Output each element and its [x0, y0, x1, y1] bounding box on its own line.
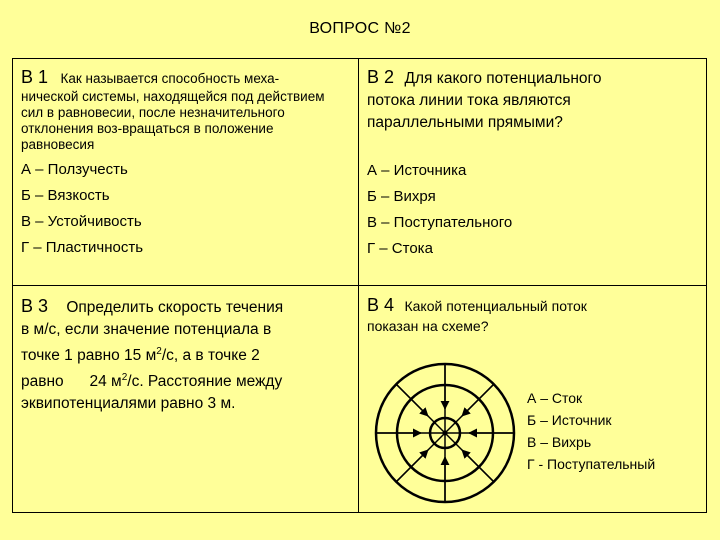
question-table: [12, 58, 707, 513]
question-1-text-first: Как называется способность меха-: [60, 71, 280, 86]
question-4-cell: [367, 295, 702, 334]
question-4-text-first: Какой потенциальный поток: [404, 298, 587, 314]
page-title: ВОПРОС №2: [309, 20, 411, 37]
arrow-head: [462, 384, 494, 416]
arrow-head: [396, 450, 428, 482]
question-1-option[interactable]: Г – Пластичность: [21, 239, 144, 256]
row-divider: [13, 285, 706, 286]
question-2-option[interactable]: Б – Вихря: [367, 188, 436, 205]
question-3-label: В 3: [21, 296, 49, 316]
center-point: [443, 431, 448, 436]
question-3-cell: [21, 295, 356, 415]
question-2-text-first: Для какого потенциального: [404, 70, 602, 87]
question-2-label: В 2: [367, 67, 395, 87]
question-1-options: [21, 157, 351, 261]
arrow-head: [396, 384, 428, 416]
question-2-option[interactable]: А – Источника: [367, 162, 467, 179]
question-2-option[interactable]: В – Поступательного: [367, 214, 513, 231]
flow-diagram: [371, 359, 521, 509]
question-2-options: [367, 158, 697, 262]
question-3-line-2: в м/с, если значение потенциала в: [21, 321, 272, 338]
question-1-option[interactable]: А – Ползучесть: [21, 161, 128, 178]
question-1-cell: [21, 67, 351, 261]
question-2-text: потока линии тока являются параллельными прямыми?: [367, 92, 571, 131]
question-3-text-first: Определить скорость течения: [66, 299, 284, 316]
question-4-option[interactable]: А – Сток: [527, 390, 583, 406]
arrow-head: [462, 450, 494, 482]
question-1-option[interactable]: Б – Вязкость: [21, 187, 110, 204]
question-4-option[interactable]: Б – Источник: [527, 412, 612, 428]
question-4-text-second: показан на схеме?: [367, 318, 489, 334]
question-2-cell: [367, 67, 697, 262]
question-4-label: В 4: [367, 295, 395, 315]
question-4-option[interactable]: В – Вихрь: [527, 434, 592, 450]
question-3-line-3: точке 1 равно 15 $м^2/с$, а в точке 2: [21, 346, 260, 365]
question-2-option[interactable]: Г – Стока: [367, 240, 433, 257]
question-3-line-5: эквипотенциалями равно 3 м.: [21, 395, 236, 413]
question-1-option[interactable]: В – Устойчивость: [21, 213, 142, 230]
question-3-line-4: равно 24 $м^2/с$. Расстояние между: [21, 372, 283, 391]
question-1-label: В 1: [21, 67, 49, 87]
question-1-text: нической системы, находящейся под действием сил в равновесии, после незначительного отклонения воз-вращаться в положение равновесия: [21, 89, 325, 152]
question-4-option[interactable]: Г - Поступательный: [527, 456, 656, 472]
question-4-options: [527, 387, 655, 475]
